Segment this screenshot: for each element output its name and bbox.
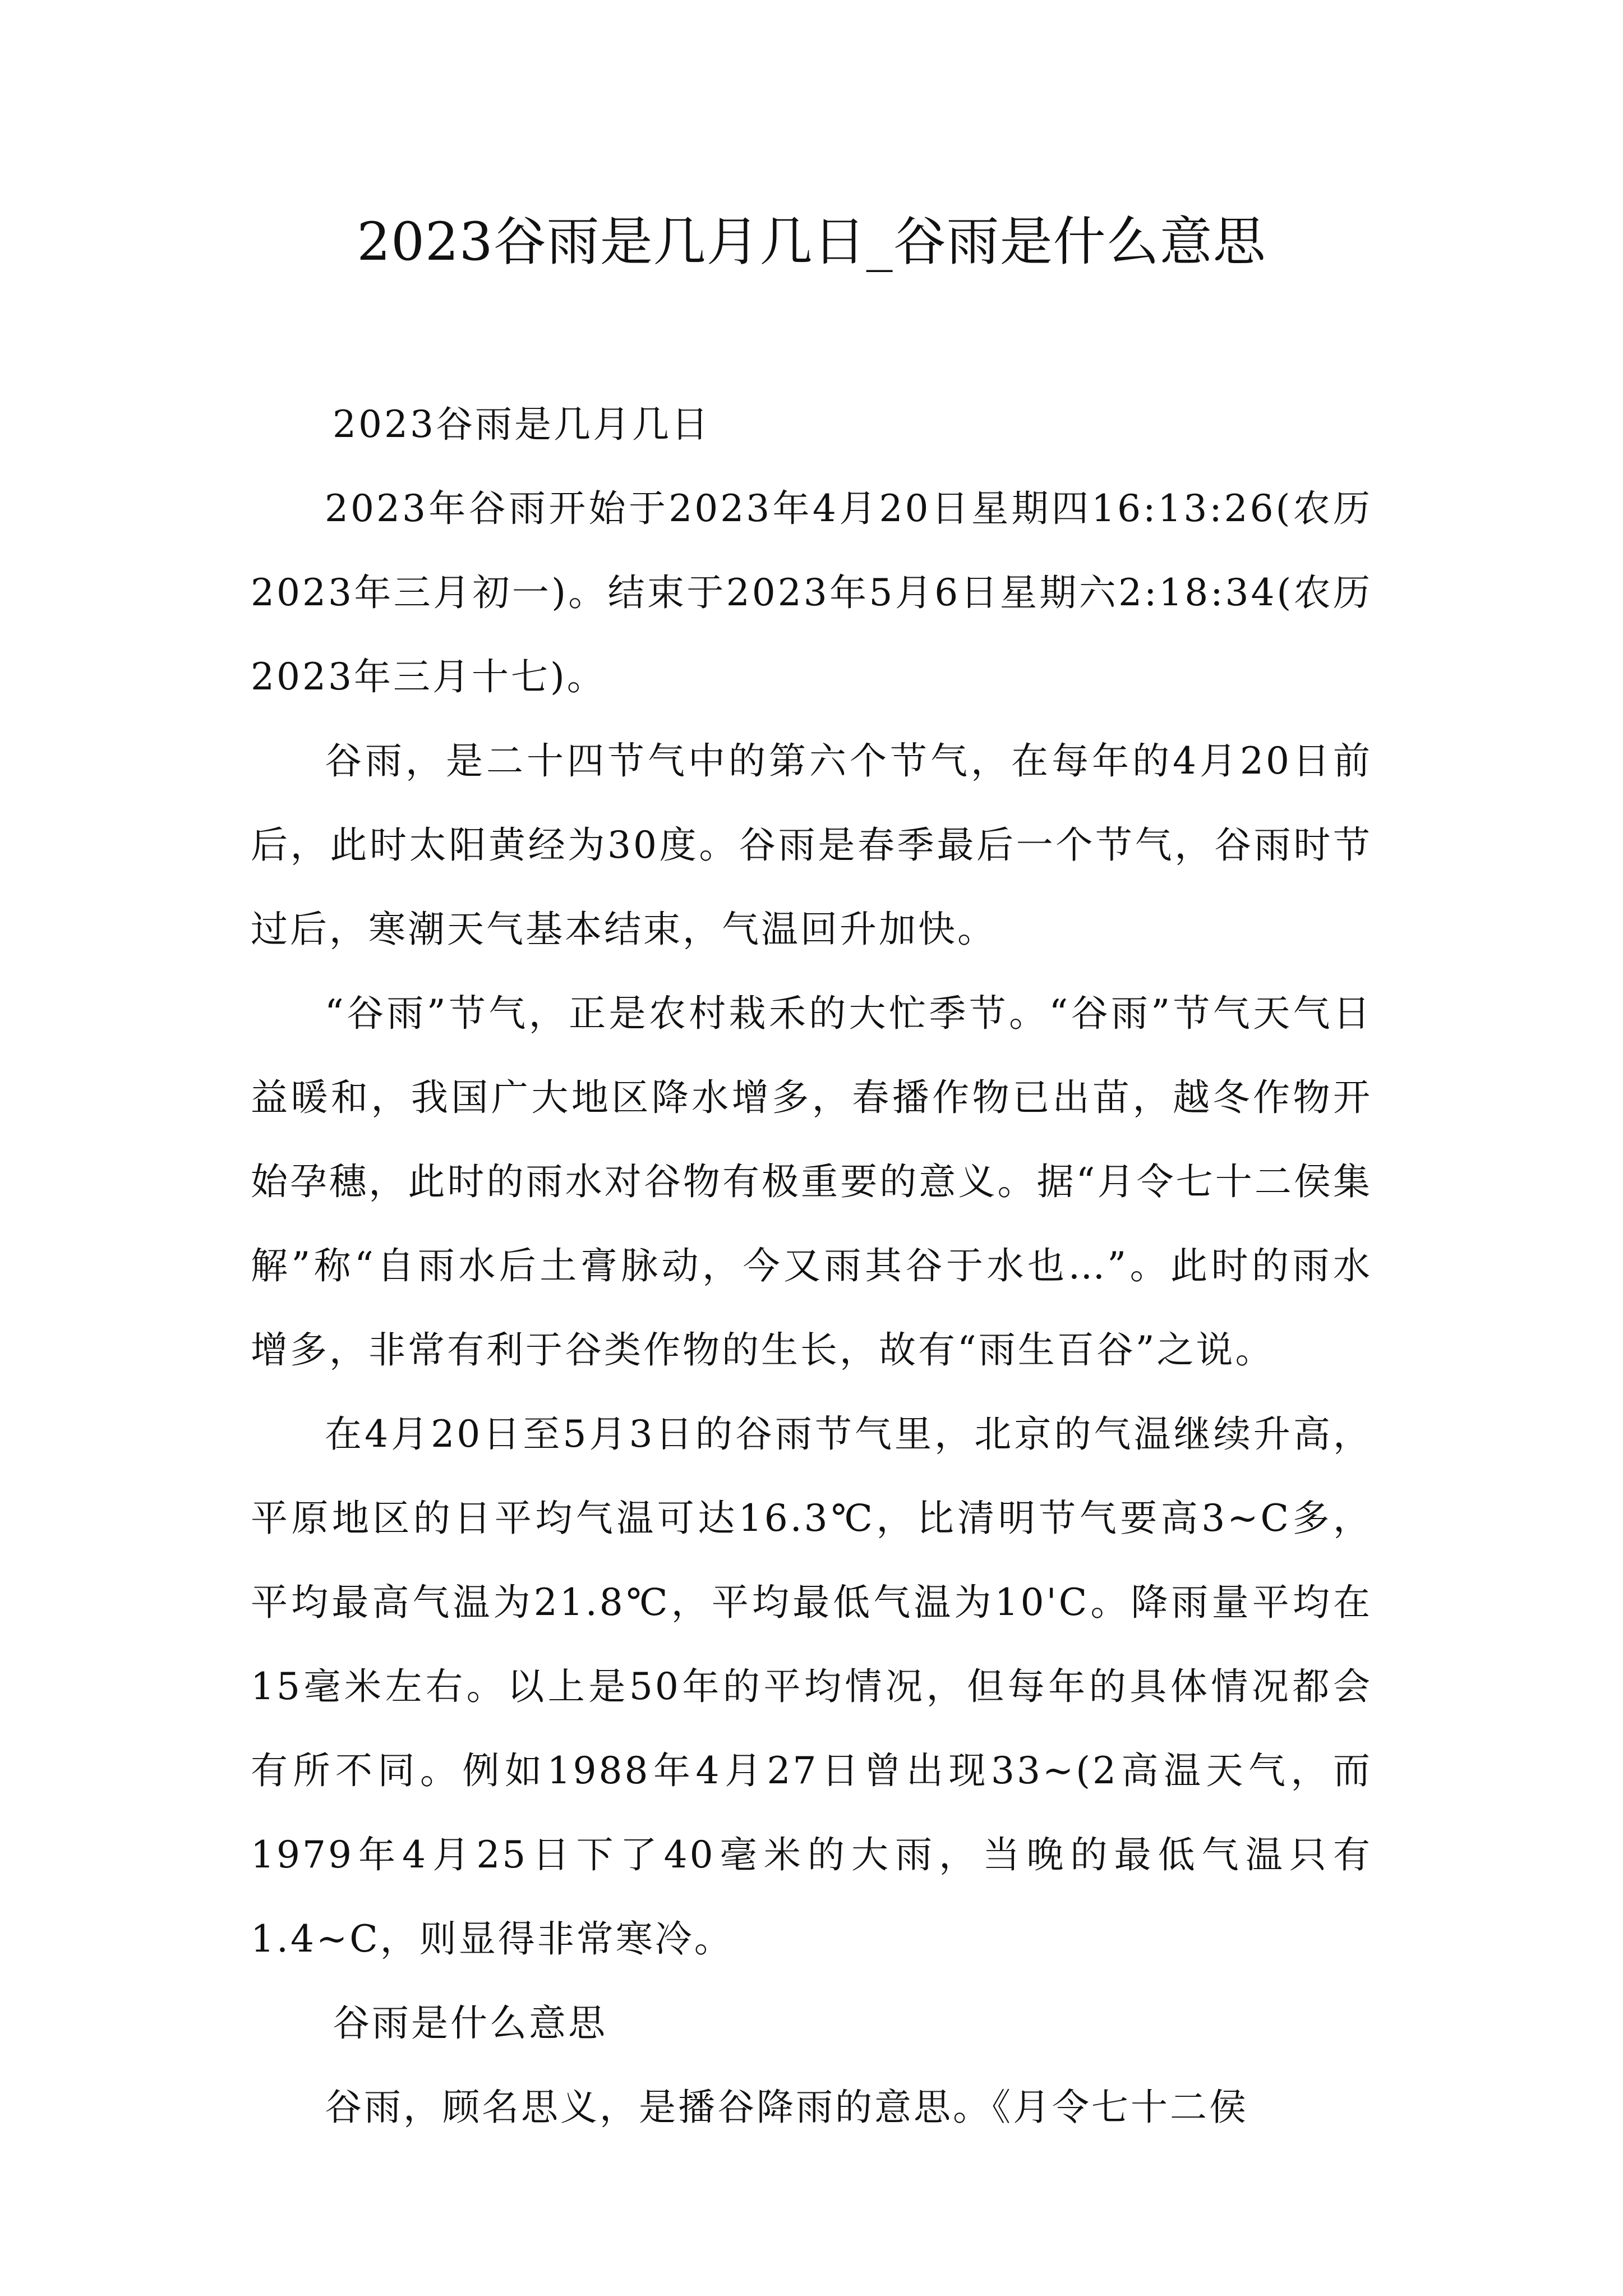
paragraph-meaning: 谷雨，顾名思义，是播谷降雨的意思。《月令七十二侯 — [325, 2086, 1248, 2129]
document-title: 2023谷雨是几月几日_谷雨是什么意思 — [357, 211, 1266, 273]
paragraph-date-range: 2023年谷雨开始于2023年4月20日星期四16:13:26(农历2023年三月初一)。结束于2023年5月6日星期六2:18:34(农历2023年三月十七)。 — [251, 487, 1372, 698]
section-heading-date: 2023谷雨是几月几日 — [333, 403, 711, 446]
section-heading-meaning: 谷雨是什么意思 — [333, 2001, 607, 2045]
paragraph-farming-season: “谷雨”节气，正是农村栽禾的大忙季节。“谷雨”节气天气日益暖和，我国广大地区降水增多，春播作物已出苗，越冬作物开始孕穗，此时的雨水对谷物有极重要的意义。据“月令七十二侯集解”称“自雨水后土膏脉动，今又雨其谷于水也…”。此时的雨水增多，非常有利于谷类作物的生长，故有“雨生百谷”之说。 — [251, 992, 1372, 1372]
document-body — [251, 383, 1372, 2150]
paragraph-beijing-weather: 在4月20日至5月3日的谷雨节气里，北京的气温继续升高，平原地区的日平均气温可达16.3℃，比清明节气要高3~C多，平均最高气温为21.8℃，平均最低气温为10'C。降雨量平均在15毫米左右。以上是50年的平均情况，但每年的具体情况都会有所不同。例如1988年4月27日曾出现33~(2高温天气，而1979年4月25日下了40毫米的大雨，当晚的最低气温只有1.4~C，则显得非常寒冷。 — [251, 1412, 1372, 1961]
paragraph-definition: 谷雨，是二十四节气中的第六个节气，在每年的4月20日前后，此时太阳黄经为30度。谷雨是春季最后一个节气，谷雨时节过后，寒潮天气基本结束，气温回升加快。 — [251, 739, 1372, 951]
